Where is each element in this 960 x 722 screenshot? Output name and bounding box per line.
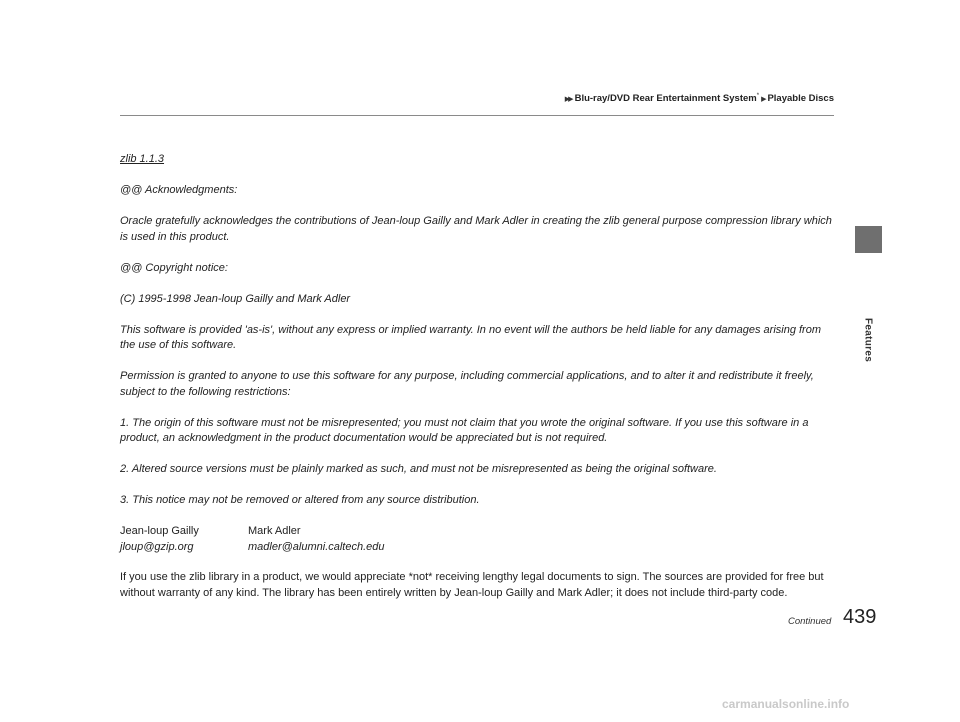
restriction-item: 2. Altered source versions must be plainly marked as such, and must not be misrepresented as being the original software. <box>120 463 717 475</box>
author-email: madler@alumni.caltech.edu <box>248 540 385 553</box>
restrictions-list <box>120 416 836 509</box>
breadcrumb-section: Blu-ray/DVD Rear Entertainment System <box>574 93 757 105</box>
ack-heading: @@ Acknowledgments: <box>120 184 238 196</box>
breadcrumb <box>542 93 834 104</box>
header-divider <box>120 115 834 116</box>
ack-body: Oracle gratefully acknowledges the contributions of Jean-loup Gailly and Mark Adler in creating the zlib general purpose compression library which is used in this product. <box>120 215 832 243</box>
chapter-side-label <box>856 300 880 380</box>
double-triangle-icon: ▶▶ <box>564 96 572 104</box>
page-number: 439 <box>843 606 877 628</box>
license-title: zlib 1.1.3 <box>120 153 165 165</box>
license-text <box>120 152 836 617</box>
restriction-item: 1. The origin of this software must not be misrepresented; you must not claim that you wrote the original software. If you use this software in a product, an acknowledgment in the product documentation would be appreciated but is not required. <box>120 416 809 444</box>
breadcrumb-asterisk: * <box>756 93 760 99</box>
triangle-icon: ▶ <box>761 96 767 104</box>
copyright-heading: @@ Copyright notice: <box>120 261 228 274</box>
chapter-label-text: Features <box>862 317 874 363</box>
author-emails-row <box>120 540 836 556</box>
permission-paragraph: Permission is granted to anyone to use this software for any purpose, including commercial applications, and to alter it and redistribute it freely, subject to the following restrictions: <box>120 370 814 398</box>
author-names-row <box>120 524 836 540</box>
watermark: carmanualsonline.info <box>722 697 850 711</box>
author-name: Mark Adler <box>248 525 301 537</box>
chapter-tab-marker <box>855 226 882 253</box>
continued-label: Continued <box>788 616 832 627</box>
restriction-item: 3. This notice may not be removed or altered from any source distribution. <box>120 494 480 506</box>
copyright-line: (C) 1995-1998 Jean-loup Gailly and Mark Adler <box>120 292 351 305</box>
author-email: jloup@gzip.org <box>120 540 194 553</box>
closing-paragraph: If you use the zlib library in a product, we would appreciate *not* receiving lengthy legal documents to sign. The sources are provided for free but without warranty of any kind. The library has been entirely written by Jean-loup Gailly and Mark Adler; it does not include third-party code. <box>120 571 824 599</box>
warranty-paragraph: This software is provided 'as-is', without any express or implied warranty. In no event will the authors be held liable for any damages arising from the use of this software. <box>120 323 821 351</box>
author-table <box>120 524 836 555</box>
breadcrumb-subsection: Playable Discs <box>767 93 834 105</box>
author-name: Jean-loup Gailly <box>120 525 199 537</box>
